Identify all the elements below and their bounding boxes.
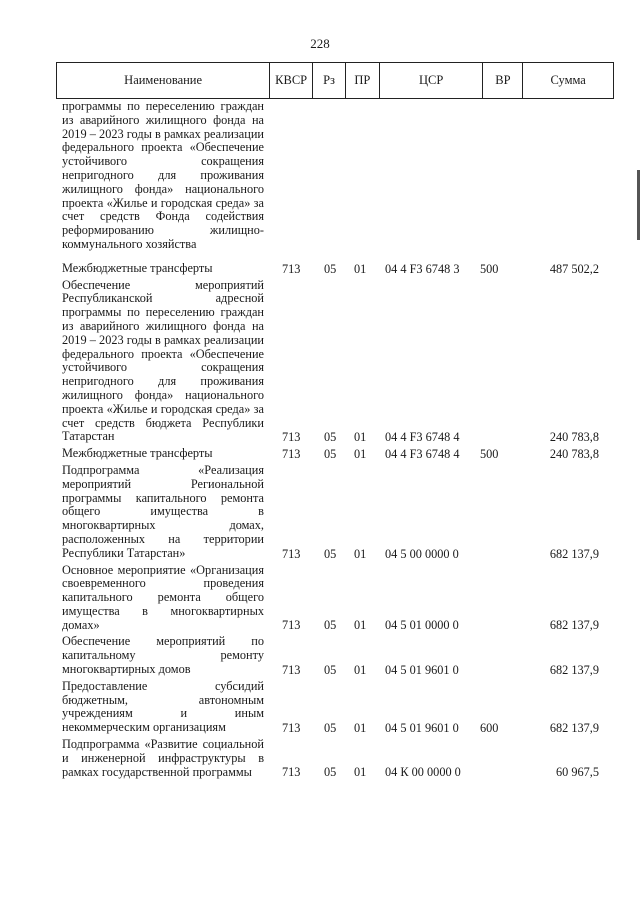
row-kvsr: 713 [282,546,301,561]
row-name: Межбюджетные трансферты [62,446,213,461]
header-pr: ПР [346,63,380,98]
header-csr: ЦСР [380,63,484,98]
row-sum: 682 137,9 [549,721,599,736]
row-csr: 04 5 01 9601 0 [385,721,459,736]
row-csr: 04 4 F3 6748 4 [385,446,460,461]
row-rz: 05 [324,546,337,561]
row-csr: 04 4 F3 6748 3 [385,261,460,276]
row-pr: 01 [354,546,367,561]
row-name: Обеспечение мероприятий по капитальному ремонту многоквартирных домов [62,634,264,677]
row-sum: 682 137,9 [549,546,599,561]
row-pr: 01 [354,721,367,736]
table-body [0,100,640,779]
page-number: 228 [310,36,330,51]
row-name: Межбюджетные трансферты [62,260,213,275]
row-csr: 04 4 F3 6748 4 [385,430,460,445]
row-sum: 682 137,9 [549,662,599,677]
row-name: Обеспечение мероприятий Республиканской адресной программы по переселению граждан из аварийного жилищного фонда на 2019 – 2023 годы в рамках реализации федерального проекта «Обеспечение устойчивого сокращения непригодного для проживания жилищного фонда» национального проекта «Жилье и городская среда» за счет средств бюджета Республики Татарстан [62,277,264,444]
row-pr: 01 [354,765,367,780]
row-vr: 500 [480,446,499,461]
table-row [0,464,640,561]
row-csr: 04 5 01 0000 0 [385,618,459,633]
row-sum: 240 783,8 [549,430,599,445]
header-name: Наименование [57,63,270,98]
header-rz: Рз [313,63,346,98]
table-row [0,680,640,735]
row-kvsr: 713 [282,618,301,633]
row-sum: 682 137,9 [549,618,599,633]
row-pr: 01 [354,430,367,445]
row-pr: 01 [354,261,367,276]
row-sum: 240 783,8 [549,446,599,461]
row-rz: 05 [324,261,337,276]
row-csr: 04 5 00 0000 0 [385,546,459,561]
row-name: программы по переселению граждан из аварийного жилищного фонда на 2019 – 2023 годы в рамках реализации федерального проекта «Обеспечение устойчивого сокращения непригодного для проживания жилищного фонда» национального проекта «Жилье и городская среда» за счет средств Фонда содействия реформированию жилищно-коммунального хозяйства [62,99,264,251]
table-header [56,62,614,99]
row-csr: 04 5 01 9601 0 [385,662,459,677]
row-rz: 05 [324,662,337,677]
header-vr: ВР [483,63,523,98]
row-rz: 05 [324,446,337,461]
table-row [0,262,640,276]
table-row [0,447,640,461]
row-vr: 600 [480,721,499,736]
row-sum: 60 967,5 [555,765,599,780]
row-name: Подпрограмма «Развитие социальной и инженерной инфраструктуры в рамках государственной программы [62,737,264,779]
row-kvsr: 713 [282,662,301,677]
row-vr: 500 [480,261,499,276]
row-pr: 01 [354,662,367,677]
row-pr: 01 [354,446,367,461]
table-row [0,564,640,633]
row-sum: 487 502,2 [549,261,599,276]
row-rz: 05 [324,618,337,633]
row-rz: 05 [324,765,337,780]
row-name: Предоставление субсидий бюджетным, автономным учреждениям и иным некоммерческим организациям [62,678,264,735]
row-kvsr: 713 [282,430,301,445]
row-rz: 05 [324,721,337,736]
table-row [0,100,640,252]
row-name: Подпрограмма «Реализация мероприятий Региональной программы капитального ремонта общего имущества в многоквартирных домах, расположенных на территории Республики Татарстан» [62,462,264,560]
header-sum: Сумма [550,73,586,87]
row-csr: 04 К 00 0000 0 [385,765,461,780]
row-rz: 05 [324,430,337,445]
table-row [0,279,640,445]
table-row [0,738,640,779]
row-pr: 01 [354,618,367,633]
row-name: Основное мероприятие «Организация своевременного проведения капитального ремонта общего имущества в многоквартирных домах» [62,562,264,632]
header-kvsr: КВСР [270,63,313,98]
row-kvsr: 713 [282,721,301,736]
row-kvsr: 713 [282,446,301,461]
row-kvsr: 713 [282,261,301,276]
table-row [0,635,640,676]
row-kvsr: 713 [282,765,301,780]
